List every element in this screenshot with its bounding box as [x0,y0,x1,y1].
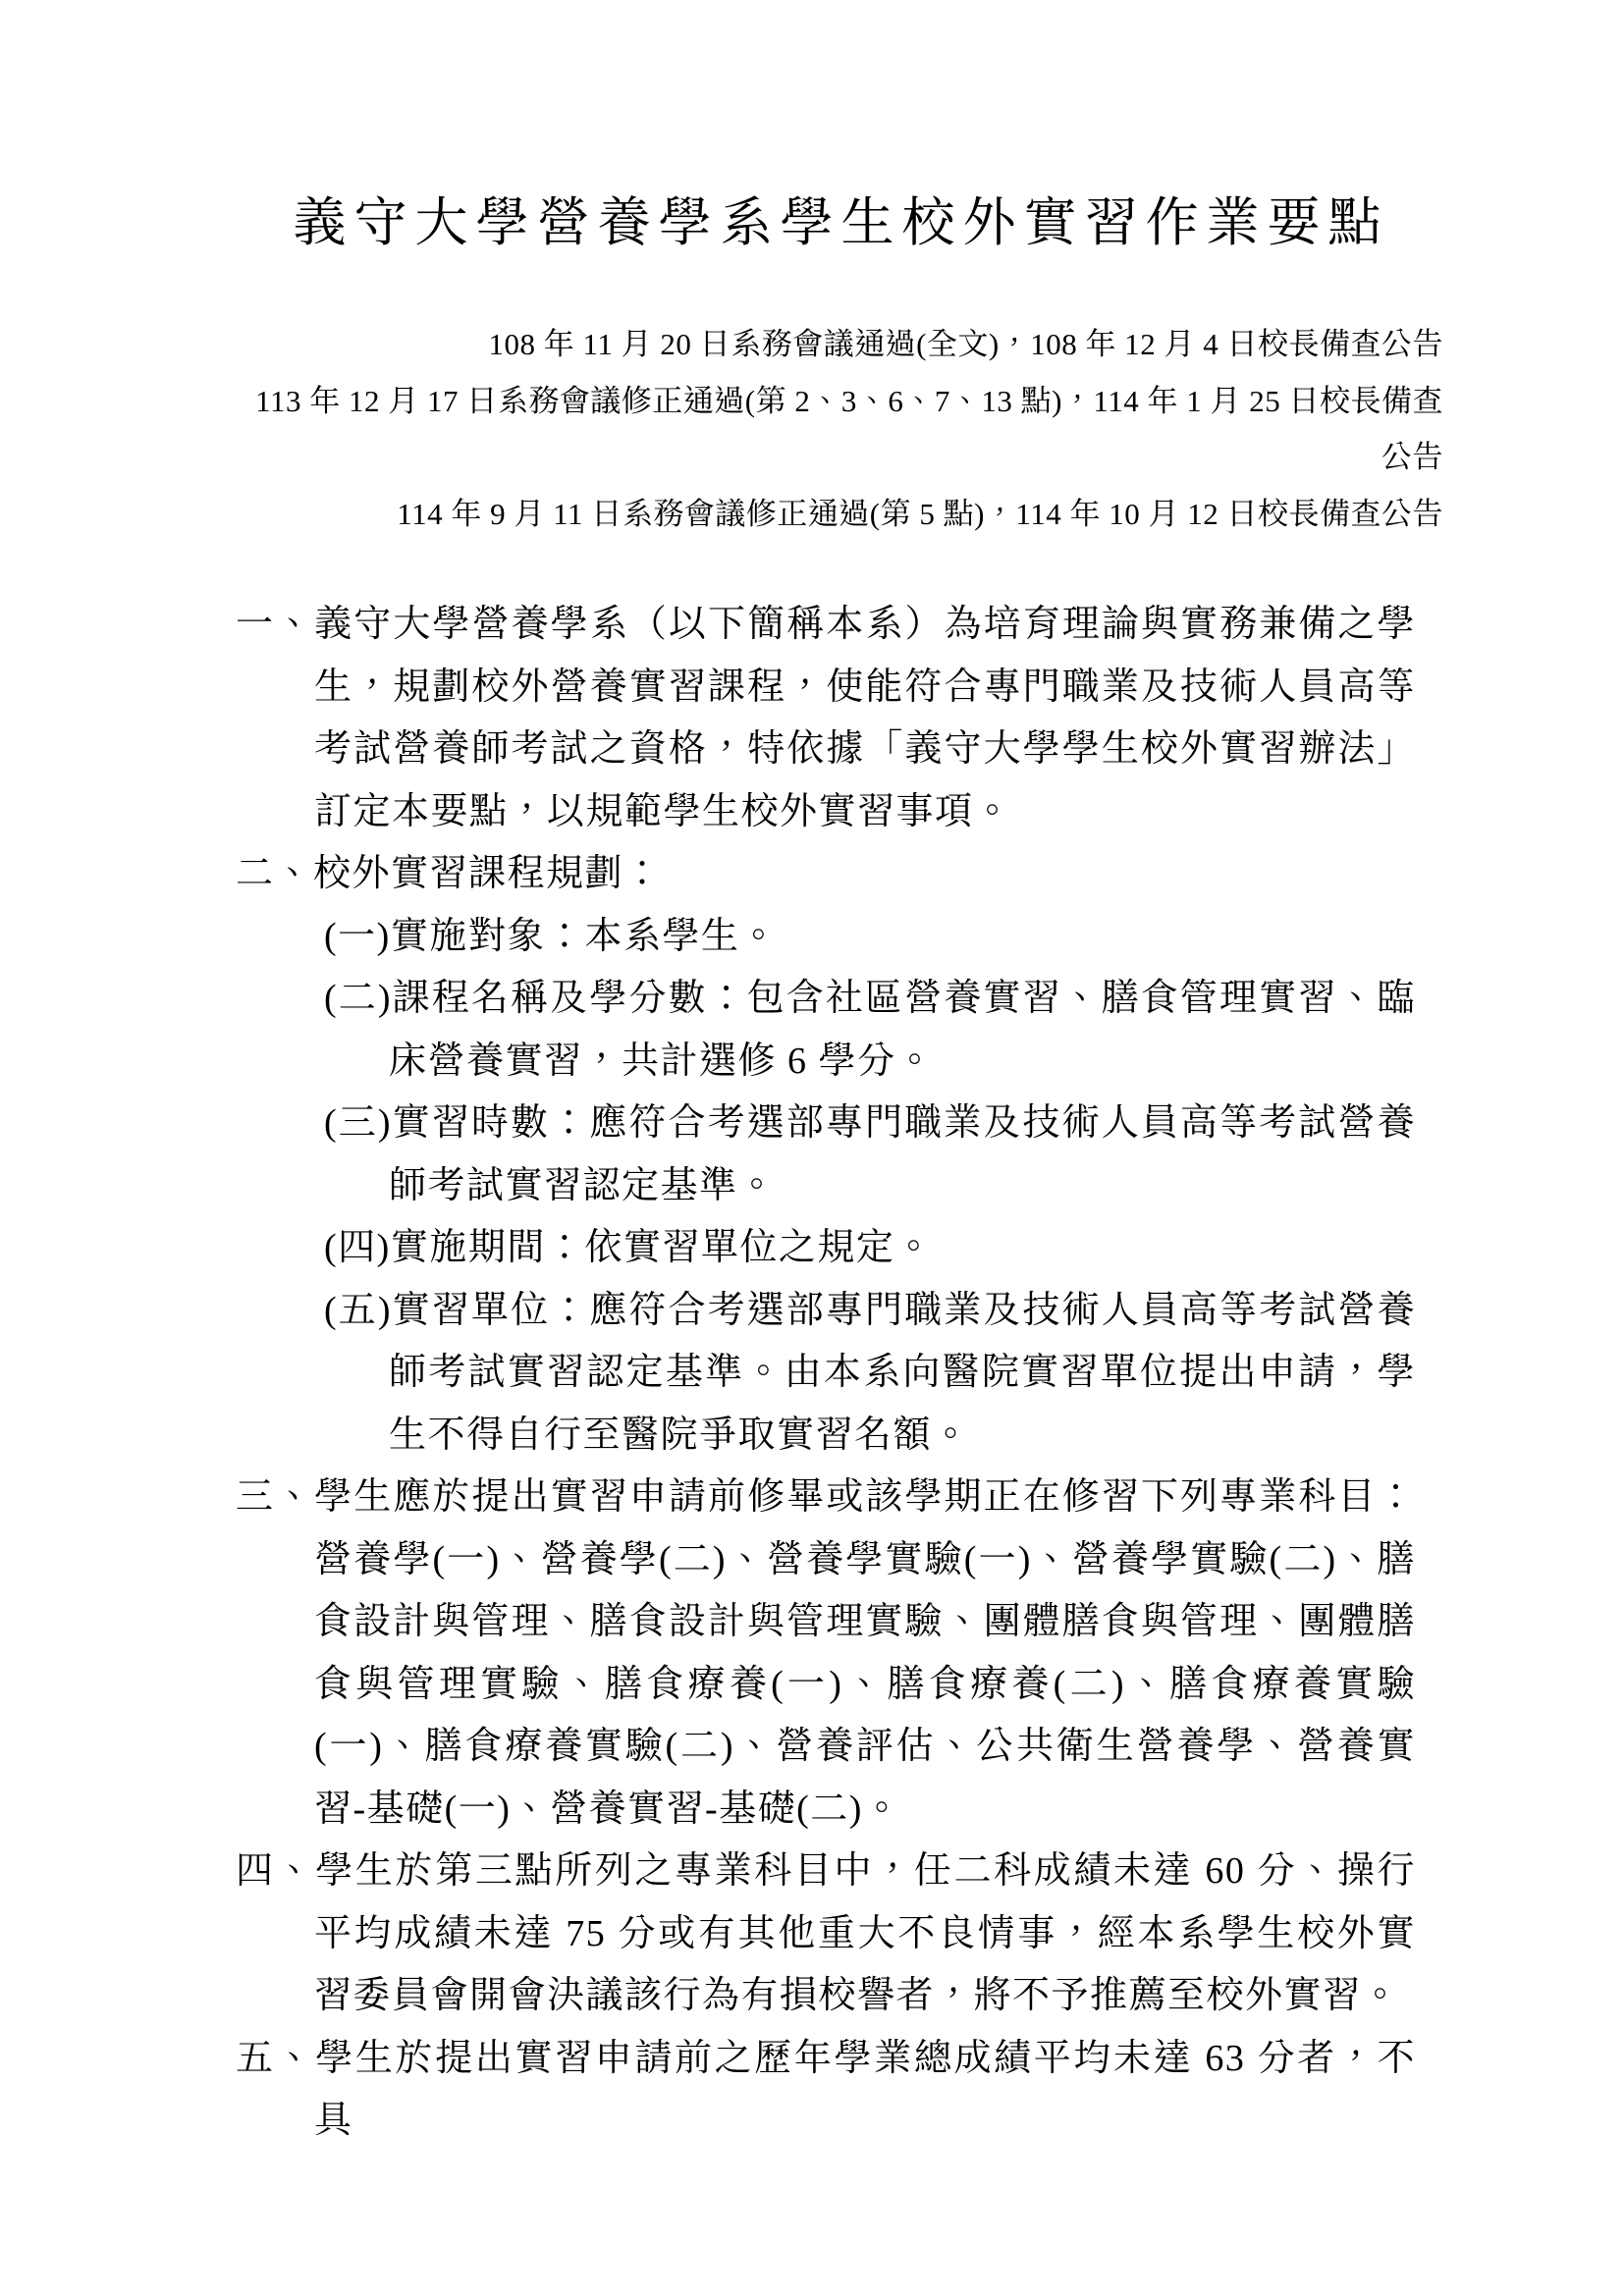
item-2-text: 校外實習課程規劃： [313,853,663,894]
document-body [236,594,1416,2153]
item-5-text: 學生於提出實習申請前之歷年學業總成績平均未達 63 分者，不具 [314,2037,1416,2141]
item-5 [236,2028,1416,2153]
item-4-text: 學生於第三點所列之專業科目中，任二科成績未達 60 分、操行平均成績未達 75 分或有其他重大不良情事，經本系學生校外實習委員會開會決議該行為有損校譽者，將不予推薦至校外實習。 [314,1850,1416,2016]
item-4 [236,1841,1416,2028]
item-2-sub-4 [324,1217,1416,1280]
item-2-sub-4-text: 實施期間：依實習單位之規定。 [390,1227,934,1268]
item-2-number: 二、 [236,853,314,894]
item-5-number: 五、 [236,2037,316,2079]
item-2-sub-3-text: 實習時數：應符合考選部專門職業及技術人員高等考試營養師考試實習認定基準。 [389,1102,1416,1206]
revision-history [236,316,1443,542]
item-2-sub-1-text: 實施對象：本系學生。 [390,915,779,957]
revision-history-line-1: 108 年 11 月 20 日系務會議通過(全文)，108 年 12 月 4 日校長備查公告 [488,327,1443,361]
item-2-sub-1 [324,906,1416,969]
item-2 [236,843,1416,906]
document-title: 義守大學營養學系學生校外實習作業要點 [293,193,1389,252]
item-2-sub-2-text: 課程名稱及學分數：包含社區營養實習、膳食管理實習、臨床營養實習，共計選修 6 學分。 [389,978,1416,1082]
item-1-number: 一、 [236,604,315,645]
item-2-sub-5-text: 實習單位：應符合考選部專門職業及技術人員高等考試營養師考試實習認定基準。由本系向醫院實習單位提出申請，學生不得自行至醫院爭取實習名額。 [389,1289,1416,1456]
item-1-text: 義守大學營養學系（以下簡稱本系）為培育理論與實務兼備之學生，規劃校外營養實習課程，使能符合專門職業及技術人員高等考試營養師考試之資格，特依據「義守大學學生校外實習辦法」訂定本要點，以規範學生校外實習事項。 [314,604,1416,832]
item-4-number: 四、 [236,1850,316,1892]
item-3-number: 三、 [236,1476,315,1518]
item-2-sub-3-number: (三) [324,1102,393,1144]
item-2-sub-2-number: (二) [324,978,393,1019]
item-2-sub-5-number: (五) [324,1289,393,1331]
revision-history-line-2: 113 年 12 月 17 日系務會議修正通過(第 2、3、6、7、13 點)，114 年 1 月 25 日校長備查公告 [255,383,1443,474]
item-2-sub-4-number: (四) [324,1227,391,1268]
item-2-sub-2 [324,968,1416,1093]
item-2-sub-3 [324,1093,1416,1217]
item-3-text: 學生應於提出實習申請前修畢或該學期正在修習下列專業科目：營養學(一)、營養學(二)、營養學實驗(一)、營養學實驗(二)、膳食設計與管理、膳食設計與管理實驗、團體膳食與管理、團體膳食與管理實驗、膳食療養(一)、膳食療養(二)、膳食療養實驗(一)、膳食療養實驗(二)、營養評估、公共衛生營養學、營養實習-基礎(一)、營養實習-基礎(二)。 [314,1476,1416,1830]
item-2-sub-1-number: (一) [324,915,391,957]
item-2-sub-5 [324,1280,1416,1468]
item-1 [236,594,1416,843]
revision-history-line-3: 114 年 9 月 11 日系務會議修正通過(第 5 點)，114 年 10 月 12 日校長備查公告 [397,496,1443,531]
item-3 [236,1467,1416,1841]
